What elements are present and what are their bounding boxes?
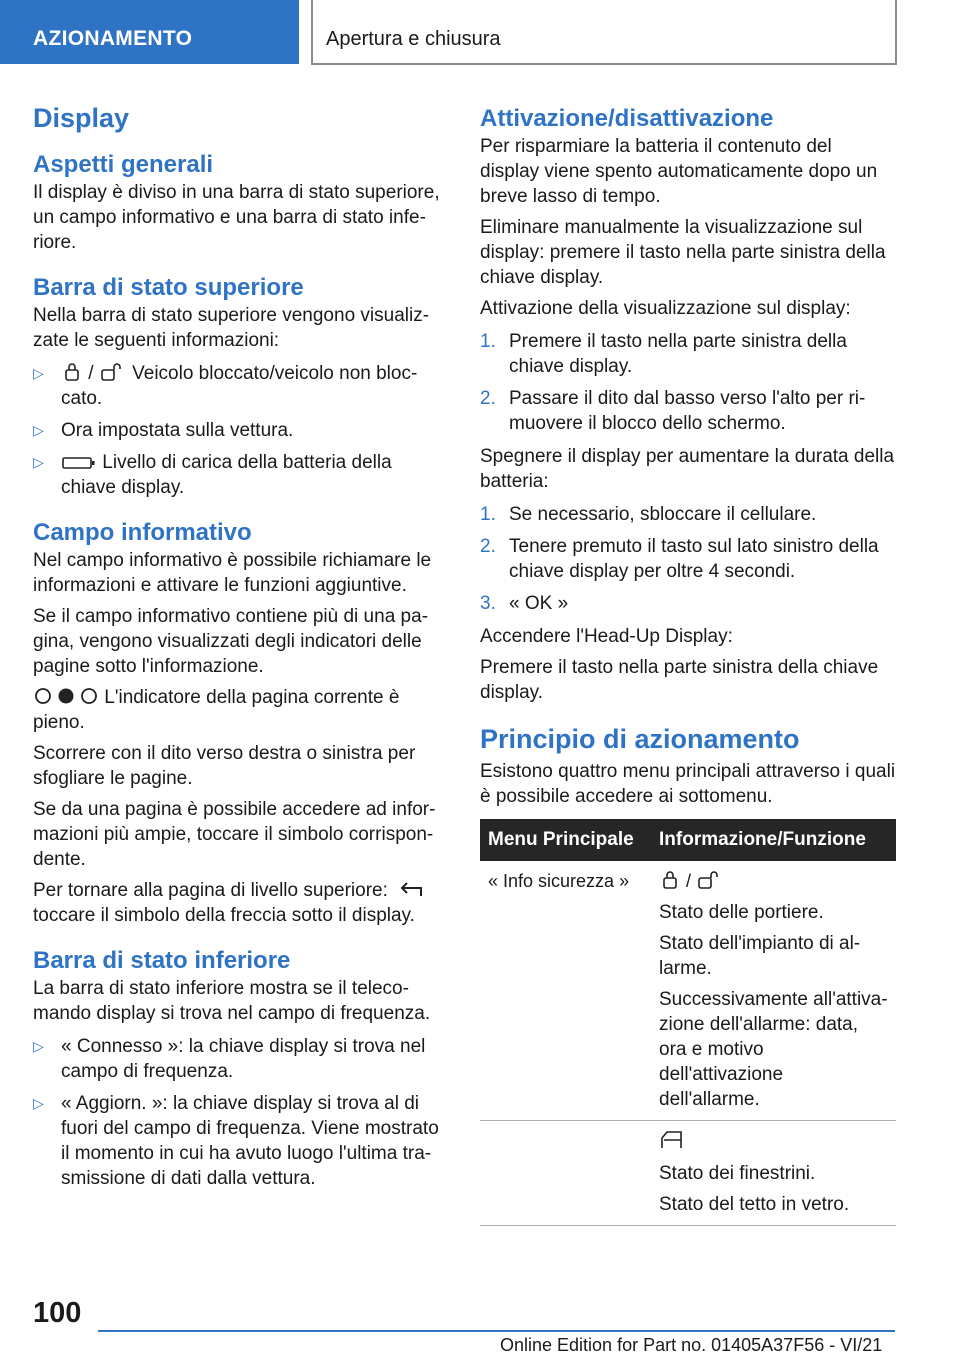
info-field-heading: Campo informativo	[33, 519, 252, 546]
triangle-bullet-icon: ▷	[33, 1038, 44, 1054]
table-cell	[480, 1121, 651, 1226]
activation-text-3: Attivazione della visualizzazione sul display:	[480, 298, 851, 319]
padlock-unlocked-icon	[696, 870, 724, 890]
activation-steps	[480, 329, 896, 436]
chapter-label: Apertura e chiusura	[326, 28, 501, 50]
padlock-locked-icon	[659, 870, 681, 890]
activation-text-2: Eliminare manualmente la visualizzazione sul display: premere il tasto nella parte sinistra della chiave display.	[480, 217, 886, 288]
edition-note: Online Edition for Part no. 01405A37F56 - VI/21	[500, 1335, 883, 1355]
car-window-icon	[659, 1129, 685, 1151]
table-header	[480, 819, 896, 861]
list-item: ▷ « Connesso »: la chiave display si trova nel campo di frequenza.	[33, 1036, 426, 1082]
activation-text-4: Spegnere il display per aumentare la durata della batteria:	[480, 446, 895, 492]
top-bar-list	[33, 361, 447, 500]
info-text-3: L'indicatore della pagina corrente è pieno.	[33, 687, 400, 733]
battery-icon	[61, 455, 97, 471]
page-number: 100	[33, 1297, 82, 1329]
left-column	[33, 98, 447, 1199]
general-text: Il display è diviso in una barra di stato superiore, un campo informativo e una barra di stato inferiore.	[33, 182, 440, 253]
top-bar-heading: Barra di stato superiore	[33, 274, 304, 301]
general-heading: Aspetti generali	[33, 151, 214, 178]
column-header: Informazione/Funzione	[651, 819, 896, 861]
activation-text-6: Premere il tasto nella parte sinistra della chiave display.	[480, 657, 879, 703]
chapter-tab	[311, 0, 897, 65]
section-tab	[0, 0, 299, 64]
padlock-locked-icon	[61, 362, 83, 382]
list-item: 2. Passare il dito dal basso verso l'alto per rimuovere il blocco dello schermo.	[480, 388, 866, 434]
triangle-bullet-icon: ▷	[33, 1095, 44, 1111]
info-text-1: Nel campo informativo è possibile richiamare le informazioni e attivare le funzioni aggiuntive.	[33, 550, 432, 596]
bottom-bar-list	[33, 1034, 447, 1191]
table-row	[480, 1121, 896, 1226]
list-item: 1. Premere il tasto nella parte sinistra della chiave display.	[480, 331, 847, 377]
list-item: 1. Se necessario, sbloccare il cellulare.	[480, 504, 817, 525]
right-column	[480, 98, 896, 1226]
triangle-bullet-icon: ▷	[33, 422, 44, 438]
table-cell: / Stato delle portiere. Stato dell'impianto di allarme. Successivamente all'attivazione dell'allarme: data, ora e motivo dell'attivazione dell'allarme.	[651, 861, 896, 1121]
list-item: ▷ Livello di carica della batteria della chiave display.	[33, 452, 392, 498]
activation-text-1: Per risparmiare la batteria il contenuto del display viene spento automaticamente dopo un breve lasso di tempo.	[480, 136, 878, 207]
page-indicator-icon	[33, 686, 99, 706]
triangle-bullet-icon: ▷	[33, 365, 44, 381]
menu-table	[480, 819, 896, 1226]
info-text-5: Se da una pagina è possibile accedere ad informazioni più ampie, toccare il simbolo corrispondente.	[33, 799, 436, 870]
footer-divider	[98, 1330, 895, 1332]
table-cell: Stato dei finestrini. Stato del tetto in vetro.	[651, 1121, 896, 1226]
list-item: 3. « OK »	[480, 593, 569, 614]
list-item: ▷ Ora impostata sulla vettura.	[33, 420, 294, 441]
page-title: Display	[33, 103, 130, 133]
list-item: ▷ / Veicolo bloccato/veicolo non bloccato.	[33, 363, 418, 409]
list-item: ▷ « Aggiorn. »: la chiave display si trova al di fuori del campo di frequenza. Viene mostrato il momento in cui ha avuto luogo l'ultima trasmissione di dati dalla vettura.	[33, 1093, 439, 1189]
activation-text-5: Accendere l'Head-Up Display:	[480, 626, 733, 647]
activation-heading: Attivazione/disattivazione	[480, 105, 774, 132]
bottom-bar-heading: Barra di stato inferiore	[33, 947, 291, 974]
table-cell: « Info sicurezza »	[480, 861, 651, 1121]
padlock-unlocked-icon	[99, 362, 127, 382]
principle-text: Esistono quattro menu principali attraverso i quali è possibile accedere ai sottomenu.	[480, 761, 896, 807]
back-arrow-icon	[393, 879, 433, 899]
info-text-6: Per tornare alla pagina di livello superiore: toccare il simbolo della freccia sotto il display.	[33, 878, 447, 928]
bottom-bar-text: La barra di stato inferiore mostra se il telecomando display si trova nel campo di frequenza.	[33, 978, 431, 1024]
triangle-bullet-icon: ▷	[33, 454, 44, 470]
list-item: 2. Tenere premuto il tasto sul lato sinistro della chiave display per oltre 4 secondi.	[480, 536, 879, 582]
table-row	[480, 861, 896, 1121]
section-label: AZIONAMENTO	[33, 27, 193, 50]
column-header: Menu Principale	[480, 819, 651, 861]
top-bar-text: Nella barra di stato superiore vengono visualizzate le seguenti informazioni:	[33, 305, 430, 351]
info-text-2: Se il campo informativo contiene più di una pagina, vengono visualizzati degli indicatori delle pagine sotto l'informazione.	[33, 606, 429, 677]
info-text-4: Scorrere con il dito verso destra o sinistra per sfogliare le pagine.	[33, 743, 416, 789]
switch-off-steps	[480, 502, 896, 616]
principle-heading: Principio di azionamento	[480, 724, 800, 754]
lock-separator: /	[88, 363, 94, 384]
